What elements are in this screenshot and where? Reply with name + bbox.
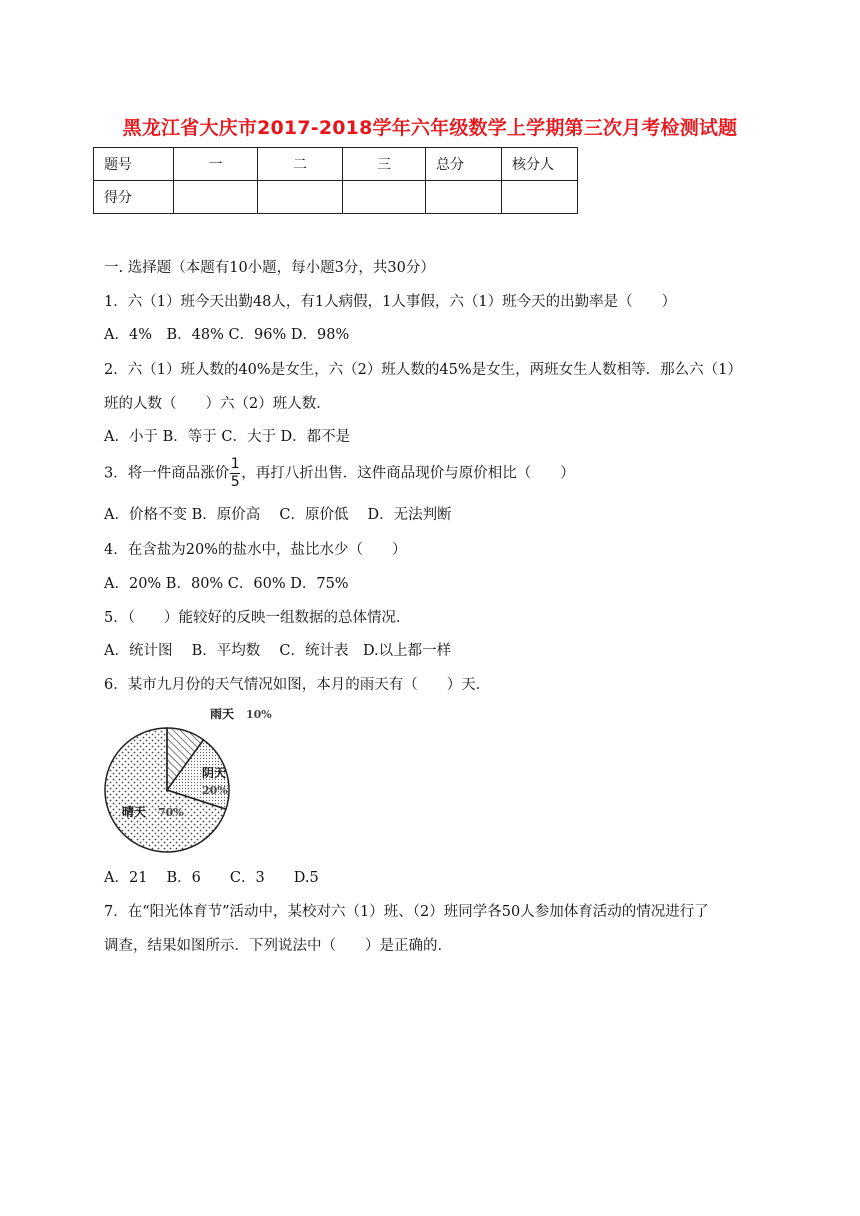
pie-slice-label: 阴天: [202, 766, 227, 780]
question-6: 6．某市九月份的天气情况如图，本月的雨天有（ ）天．: [104, 677, 491, 693]
score-header-cell: 总分: [426, 148, 502, 181]
question-3-prefix: 3．将一件商品涨价: [104, 465, 230, 482]
pie-slice-percent: 20%: [202, 784, 228, 797]
question-4-options: A．20% B．80% C．60% D．75%: [104, 576, 349, 592]
question-2-line-2: 班的人数（ ）六（2）班人数．: [104, 396, 331, 412]
question-5: 5．（ ）能较好的反映一组数据的总体情况．: [104, 610, 411, 626]
question-3: [104, 457, 575, 490]
score-cell[interactable]: [426, 181, 502, 214]
score-row-label: 得分: [94, 181, 174, 214]
score-header-cell: 一: [174, 148, 258, 181]
pie-slice-label: 雨天: [210, 707, 235, 721]
pie-slice-percent: 70%: [158, 806, 184, 819]
fraction-denominator: 5: [230, 474, 240, 490]
score-cell[interactable]: [258, 181, 343, 214]
question-1-options: A．4% B．48% C．96% D．98%: [104, 327, 350, 343]
question-2-options: A．小于 B．等于 C．大于 D．都不是: [104, 429, 351, 445]
weather-pie-chart: [100, 700, 280, 860]
question-7-line-2: 调查，结果如图所示．下列说法中（ ）是正确的．: [104, 938, 452, 954]
pie-slice-percent: 10%: [246, 708, 272, 721]
score-header-cell: 三: [343, 148, 426, 181]
question-6-options: A．21 B．6 C．3 D.5: [104, 870, 319, 886]
score-cell[interactable]: [502, 181, 578, 214]
question-1: 1．六（1）班今天出勤48人，有1人病假，1人事假，六（1）班今天的出勤率是（ ）: [104, 294, 677, 310]
question-7-line-1: 7．在“阳光体育节”活动中，某校对六（1）班、（2）班同学各50人参加体育活动的情况进行了: [104, 904, 709, 920]
score-header-cell: 题号: [94, 148, 174, 181]
fraction: [230, 457, 240, 490]
question-3-options: A．价格不变 B．原价高 C．原价低 D．无法判断: [104, 507, 452, 523]
question-3-suffix: ，再打八折出售．这件商品现价与原价相比（ ）: [241, 465, 575, 482]
pie-slice-label: 晴天: [122, 805, 147, 819]
score-cell[interactable]: [343, 181, 426, 214]
score-table-row: [94, 181, 578, 214]
score-cell[interactable]: [174, 181, 258, 214]
question-4: 4．在含盐为20%的盐水中，盐比水少（ ）: [104, 542, 407, 558]
section-heading: 一. 选择题（本题有10小题，每小题3分，共30分）: [104, 260, 435, 276]
fraction-numerator: 1: [230, 456, 240, 472]
score-header-cell: 二: [258, 148, 343, 181]
page-title: 黑龙江省大庆市2017-2018学年六年级数学上学期第三次月考检测试题: [122, 117, 738, 139]
question-2-line-1: 2．六（1）班人数的40%是女生，六（2）班人数的45%是女生，两班女生人数相等．那么六（1）: [104, 362, 742, 378]
score-header-cell: 核分人: [502, 148, 578, 181]
score-table: [93, 147, 578, 214]
question-5-options: A．统计图 B．平均数 C．统计表 D.以上都一样: [104, 643, 452, 659]
score-table-header-row: [94, 148, 578, 181]
